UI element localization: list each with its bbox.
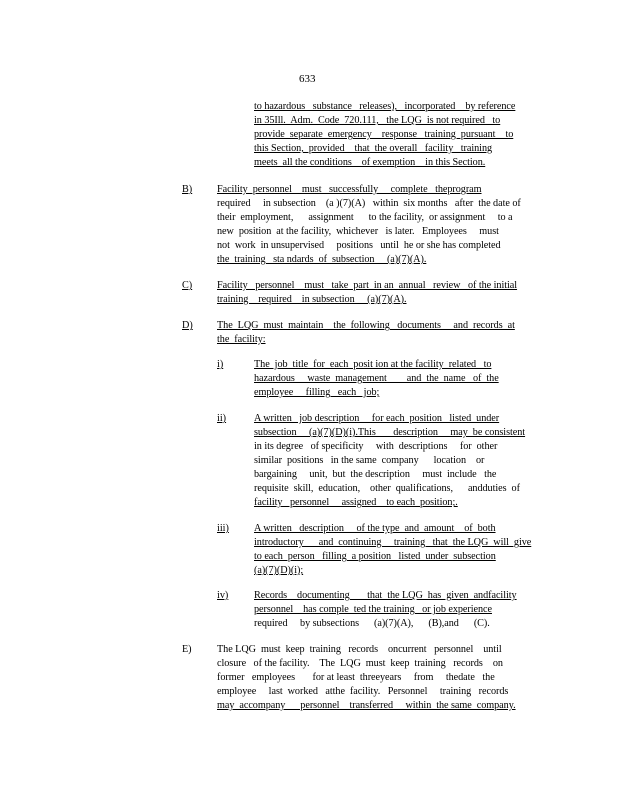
item-line: training required in subsection (a)(7)(A). [217, 294, 407, 305]
subitem-line: to each person filling a position listed under subsection [254, 551, 496, 562]
subitem-line: bargaining unit, but the description must include the [254, 469, 497, 480]
subitem-line: A written description of the type and amount of both [254, 523, 496, 534]
item-marker: D) [182, 320, 193, 331]
intro-line: provide separate emergency response training pursuant to [254, 129, 514, 140]
intro-line: this Section, provided that the overall facility training [254, 143, 493, 154]
subitem-line: Records documenting that the LQG has given andfacility [254, 590, 517, 601]
item-line: not work in unsupervised positions until he or she has completed [217, 240, 501, 251]
subitem-line: The job title for each posit ion at the facility related to [254, 359, 492, 370]
item-line: closure of the facility. The LQG must keep training records on [217, 658, 503, 669]
subitem-line: A written job description for each position listed under [254, 413, 500, 424]
subitem-marker: iv) [217, 590, 229, 601]
item-line: required in subsection (a )(7)(A) within six months after the date of [217, 198, 521, 209]
item-line: their employment, assignment to the facility, or assignment to a [217, 212, 513, 223]
item-line: employee last worked atthe facility. Personnel training records [217, 686, 509, 697]
item-line: the training sta ndards of subsection (a)(7)(A). [217, 254, 427, 265]
subitem-line: similar positions in the same company location or [254, 455, 485, 466]
intro-line: in 35Ill. Adm. Code 720.111, the LQG is not required to [254, 115, 501, 126]
subitem-line: requisite skill, education, other qualifications, andduties of [254, 483, 520, 494]
item-line: The LQG must keep training records oncurrent personnel until [217, 644, 502, 655]
subitem-line: employee filling each job; [254, 387, 380, 398]
subitem-marker: i) [217, 359, 224, 370]
subitem-line: facility personnel assigned to each position;. [254, 497, 458, 508]
subitem-line: personnel has comple ted the training or job experience [254, 604, 492, 615]
item-line: may accompany personnel transferred within the same company. [217, 700, 516, 711]
item-marker: C) [182, 280, 193, 291]
subitem-line: (a)(7)(D)(i); [254, 565, 304, 576]
intro-line: to hazardous substance releases), incorporated by reference [254, 101, 516, 112]
page-number: 633 [299, 73, 316, 85]
item-line: the facility: [217, 334, 266, 345]
item-marker: B) [182, 184, 193, 195]
subitem-line: in its degree of specificity with descriptions for other [254, 441, 498, 452]
item-marker: E) [182, 644, 192, 655]
item-line: former employees for at least threeyears from thedate the [217, 672, 495, 683]
subitem-line: introductory and continuing training that the LQG will give [254, 537, 532, 548]
item-line: The LQG must maintain the following documents and records at [217, 320, 515, 331]
subitem-line: hazardous waste management and the name of the [254, 373, 499, 384]
item-line: Facility personnel must take part in an annual review of the initial [217, 280, 518, 291]
subitem-marker: ii) [217, 413, 227, 424]
subitem-marker: iii) [217, 523, 229, 534]
subitem-line: subsection (a)(7)(D)(i).This description may be consistent [254, 427, 526, 438]
item-line: Facility personnel must successfully complete theprogram [217, 184, 482, 195]
subitem-line: required by subsections (a)(7)(A), (B),and (C). [254, 618, 490, 629]
intro-line: meets all the conditions of exemption in this Section. [254, 157, 486, 168]
item-line: new position at the facility, whichever is later. Employees must [217, 226, 499, 237]
